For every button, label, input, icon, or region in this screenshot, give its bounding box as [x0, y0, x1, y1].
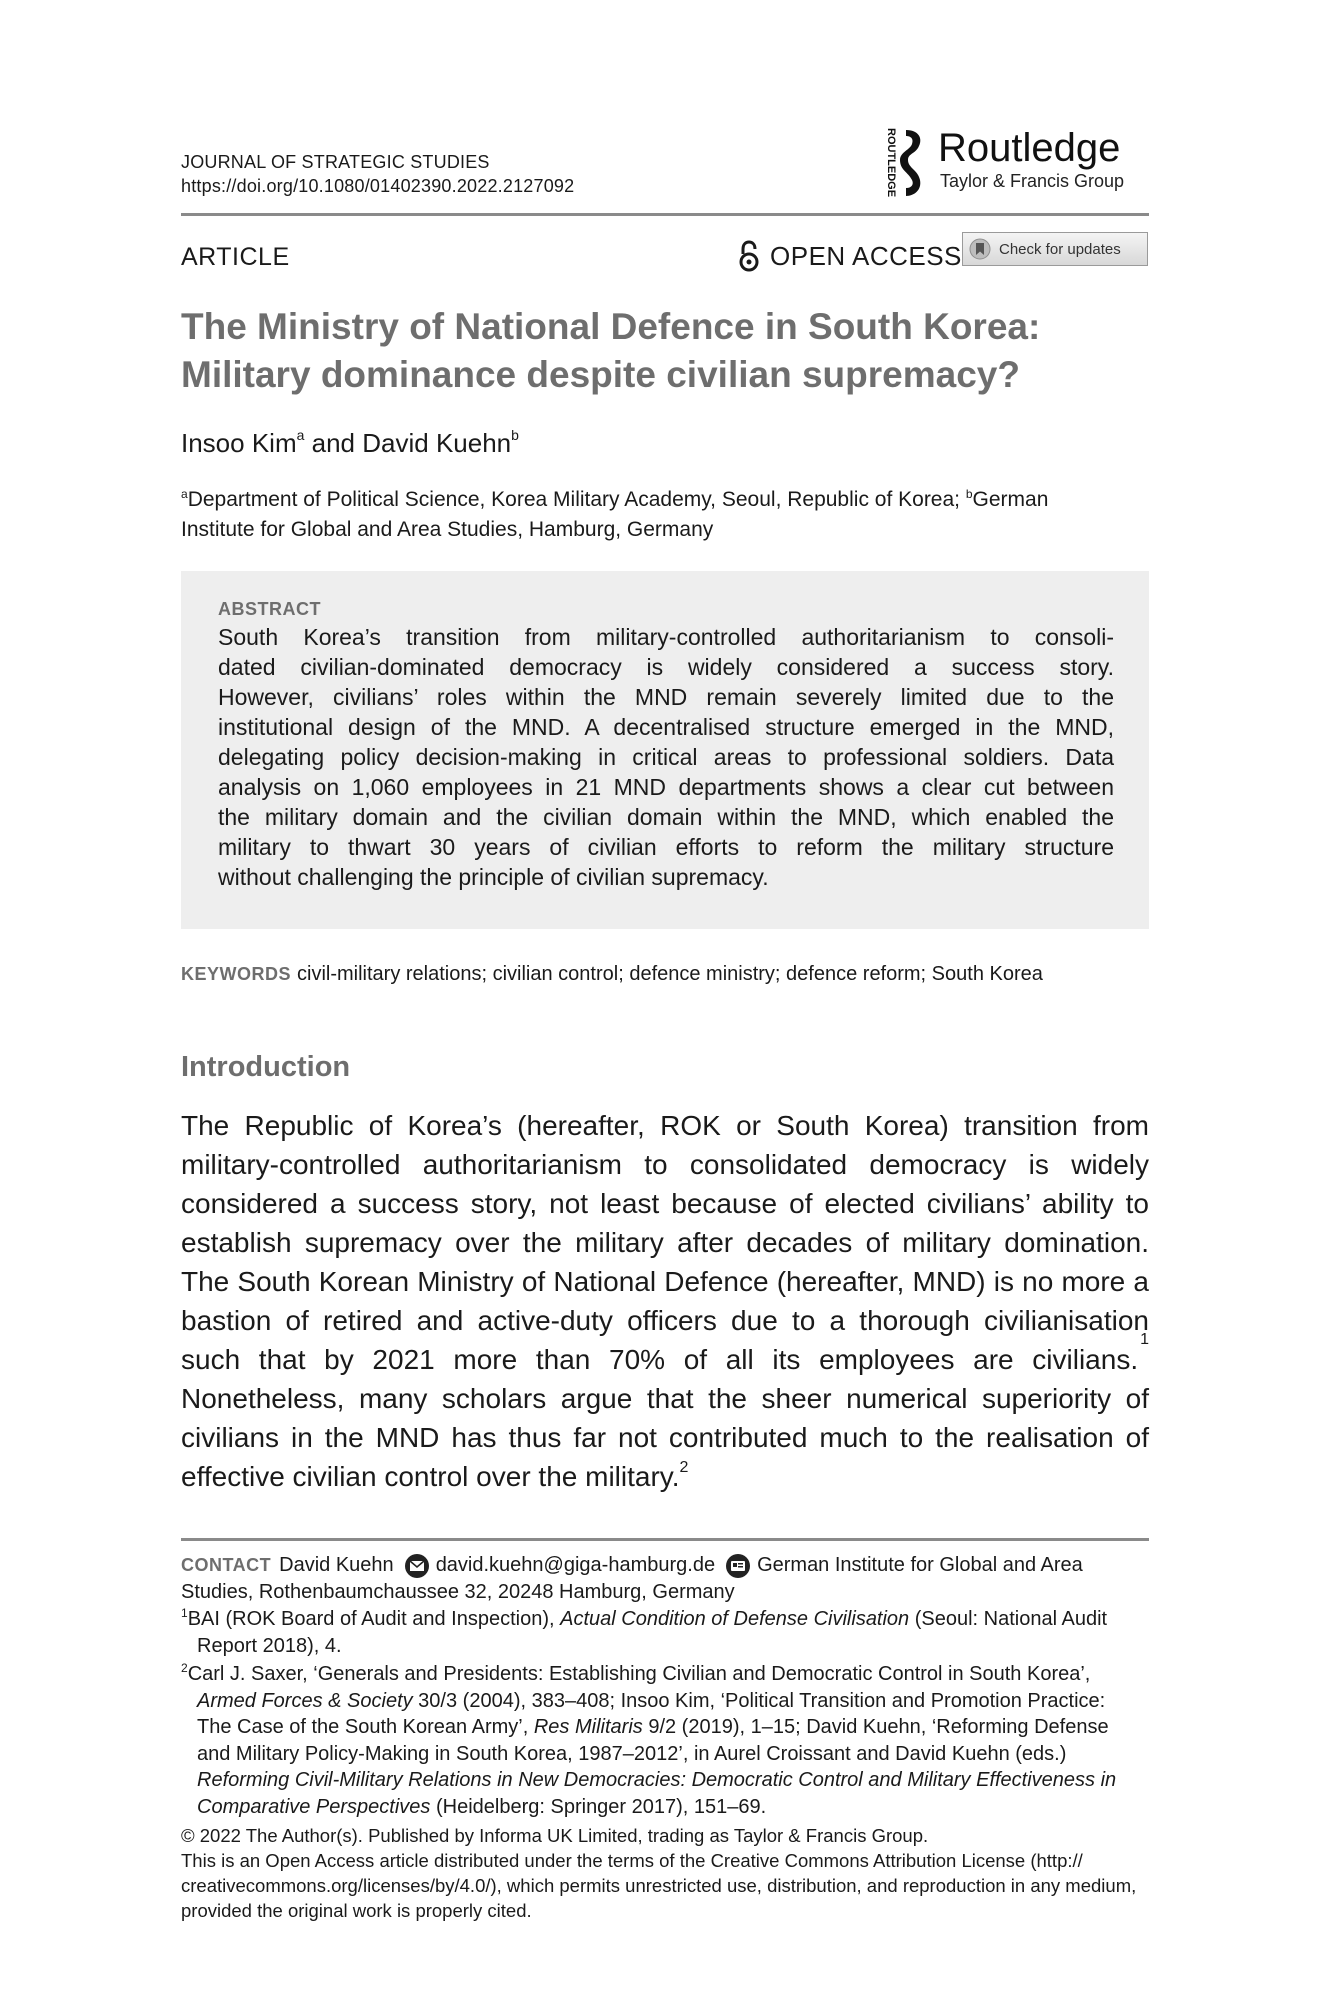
publisher-logo[interactable]: [884, 124, 1154, 200]
author-conjunction: and: [311, 428, 356, 458]
introduction-heading: Introduction: [181, 1051, 351, 1083]
introduction-body: [181, 1106, 1149, 1496]
intro-line: effective civilian control over the military.: [181, 1461, 680, 1492]
author-list: [181, 418, 519, 460]
keywords: [181, 960, 1043, 988]
intro-line: bastion of retired and active-duty officers due to a thorough civilianisation: [181, 1305, 1149, 1336]
affil-a-marker: a: [181, 487, 188, 501]
abstract-line: However, civilians’ roles within the MND remain severely limited due to the: [218, 684, 1114, 710]
footnote-2-line-3a: The Case of the South Korean Army’,: [197, 1716, 534, 1738]
abstract-heading: ABSTRACT: [218, 599, 321, 619]
footnote-ref-2[interactable]: 2: [679, 1459, 689, 1476]
footnote-2-journal-1: Armed Forces & Society: [197, 1689, 413, 1712]
contact-heading: CONTACT: [181, 1555, 272, 1575]
keywords-text: civil-military relations; civilian control; defence ministry; defence reform; South Korea: [297, 963, 1043, 985]
title-line-1: The Ministry of National Defence in South Korea:: [181, 306, 1041, 347]
footnote-2-book-title: Reforming Civil-Military Relations in New Democracies: Democratic Control and Military Effectiveness in: [197, 1769, 1117, 1791]
intro-line: considered a success story, not least because of elected civilians’ ability to: [181, 1188, 1149, 1219]
header-rule: [181, 213, 1149, 216]
footnote-1: [181, 1606, 1149, 1659]
title-line-2: Military dominance despite civilian supremacy?: [181, 354, 1020, 395]
abstract-line: dated civilian-dominated democracy is widely considered a success story.: [218, 654, 1114, 680]
abstract-line: institutional design of the MND. A decentralised structure emerged in the MND,: [218, 714, 1114, 740]
keywords-heading: KEYWORDS: [181, 964, 292, 984]
footnote-2-journal-2: Res Militaris: [533, 1716, 643, 1738]
article-title: [181, 303, 1149, 399]
license-notice: [181, 1823, 1149, 1923]
contact-block: [181, 1552, 1149, 1606]
license-line[interactable]: creativecommons.org/licenses/by/4.0/), which permits unrestricted use, distribution, and reproduction in any medium,: [181, 1875, 1137, 1896]
abstract-line: delegating policy decision-making in critical areas to professional soldiers. Data: [218, 744, 1114, 770]
routledge-logo-icon: [884, 124, 928, 200]
intro-line: civilians in the MND has thus far not contributed much to the realisation of: [181, 1422, 1149, 1453]
abstract-line: South Korea’s transition from military-controlled authoritarianism to consoli-: [218, 624, 1114, 650]
footnote-1-number: 1: [181, 1606, 188, 1620]
license-line: provided the original work is properly cited.: [181, 1900, 532, 1921]
affil-a-text: Department of Political Science, Korea Military Academy, Seoul, Republic of Korea;: [187, 488, 966, 511]
footnote-2-line-2: 30/3 (2004), 383–408; Insoo Kim, ‘Political Transition and Promotion Practice:: [412, 1689, 1106, 1712]
footnote-ref-1[interactable]: 1: [1140, 1331, 1149, 1348]
article-type-label: ARTICLE: [181, 243, 290, 271]
author-1-affil-marker: a: [296, 427, 305, 443]
footnote-1-title: Actual Condition of Defense Civilisation: [560, 1608, 910, 1630]
open-access-lock-icon: [738, 240, 760, 272]
intro-line: establish supremacy over the military after decades of military domination.: [181, 1227, 1149, 1258]
abstract-line: military to thwart 30 years of civilian efforts to reform the military structure: [218, 834, 1114, 860]
footnote-2-book-title-cont: Comparative Perspectives: [197, 1795, 431, 1818]
publisher-name: Routledge: [938, 126, 1121, 170]
intro-line: The Republic of Korea’s (hereafter, ROK or South Korea) transition from: [181, 1110, 1149, 1141]
author-2-affil-marker: b: [511, 427, 519, 443]
check-updates-bookmark-icon: [969, 238, 991, 260]
abstract-body: [218, 622, 1114, 892]
footnote-1-text: BAI (ROK Board of Audit and Inspection),: [187, 1608, 561, 1630]
affil-b-marker: b: [965, 487, 973, 501]
affil-b-continued: Institute for Global and Area Studies, Hamburg, Germany: [181, 518, 714, 541]
journal-info: [181, 150, 574, 198]
publisher-group: Taylor & Francis Group: [940, 171, 1125, 191]
affiliations: [181, 479, 1149, 545]
footnote-2-line-3b: 9/2 (2019), 1–15; David Kuehn, ‘Reforming Defense: [642, 1716, 1109, 1738]
journal-name: JOURNAL OF STRATEGIC STUDIES: [181, 152, 490, 172]
copyright-line: © 2022 The Author(s). Published by Informa UK Limited, trading as Taylor & Francis Group.: [181, 1825, 929, 1846]
doi-link[interactable]: https://doi.org/10.1080/01402390.2022.2127092: [181, 176, 575, 196]
author-1-name[interactable]: Insoo Kim: [181, 428, 297, 458]
author-2-name[interactable]: David Kuehn: [362, 428, 512, 458]
contact-address-line-1: German Institute for Global and Area: [757, 1554, 1083, 1576]
footnote-2-line-4: and Military Policy-Making in South Korea, 1987–2012’, in Aurel Croissant and David Kuehn (eds.): [197, 1742, 1067, 1765]
check-for-updates-button[interactable]: [962, 232, 1148, 266]
abstract-box: [181, 571, 1149, 929]
open-access-badge: [738, 238, 962, 274]
contact-address-line-2: Studies, Rothenbaumchaussee 32, 20248 Hamburg, Germany: [181, 1581, 735, 1603]
open-access-label: OPEN ACCESS: [770, 240, 962, 271]
intro-line: The South Korean Ministry of National Defence (hereafter, MND) is no more a: [181, 1266, 1149, 1297]
contact-name: David Kuehn: [279, 1554, 394, 1576]
license-line[interactable]: This is an Open Access article distributed under the terms of the Creative Commons Attribution License (http://: [181, 1850, 1083, 1871]
contact-email[interactable]: david.kuehn@giga-hamburg.de: [435, 1554, 716, 1576]
footnote-1-text-cont: (Seoul: National Audit: [909, 1608, 1108, 1630]
intro-line: military-controlled authoritarianism to consolidated democracy is widely: [181, 1149, 1149, 1180]
publisher-mark-text: ROUTLEDGE: [885, 128, 897, 198]
email-icon: [404, 1553, 430, 1579]
footnote-2-number: 2: [181, 1661, 188, 1675]
intro-line-with-footnote: [181, 1331, 1149, 1379]
abstract-line: without challenging the principle of civilian supremacy.: [218, 864, 769, 890]
address-card-icon: [725, 1553, 751, 1579]
check-for-updates-label: Check for updates: [999, 240, 1121, 258]
footnote-2-line-1: Carl J. Saxer, ‘Generals and Presidents: Establishing Civilian and Democratic Control in South Korea’,: [187, 1663, 1091, 1685]
intro-line: such that by 2021 more than 70% of all its employees are civilians.: [181, 1344, 1139, 1375]
footnote-2-line-6: (Heidelberg: Springer 2017), 151–69.: [430, 1795, 767, 1818]
affil-b-text: German: [972, 488, 1049, 511]
footnote-rule: [181, 1538, 1149, 1541]
intro-line: Nonetheless, many scholars argue that the sheer numerical superiority of: [181, 1383, 1149, 1414]
footnote-1-line-2: Report 2018), 4.: [197, 1634, 342, 1657]
abstract-line: analysis on 1,060 employees in 21 MND departments shows a clear cut between: [218, 774, 1114, 800]
abstract-line: the military domain and the civilian domain within the MND, which enabled the: [218, 804, 1114, 830]
footnote-2: [181, 1661, 1149, 1820]
